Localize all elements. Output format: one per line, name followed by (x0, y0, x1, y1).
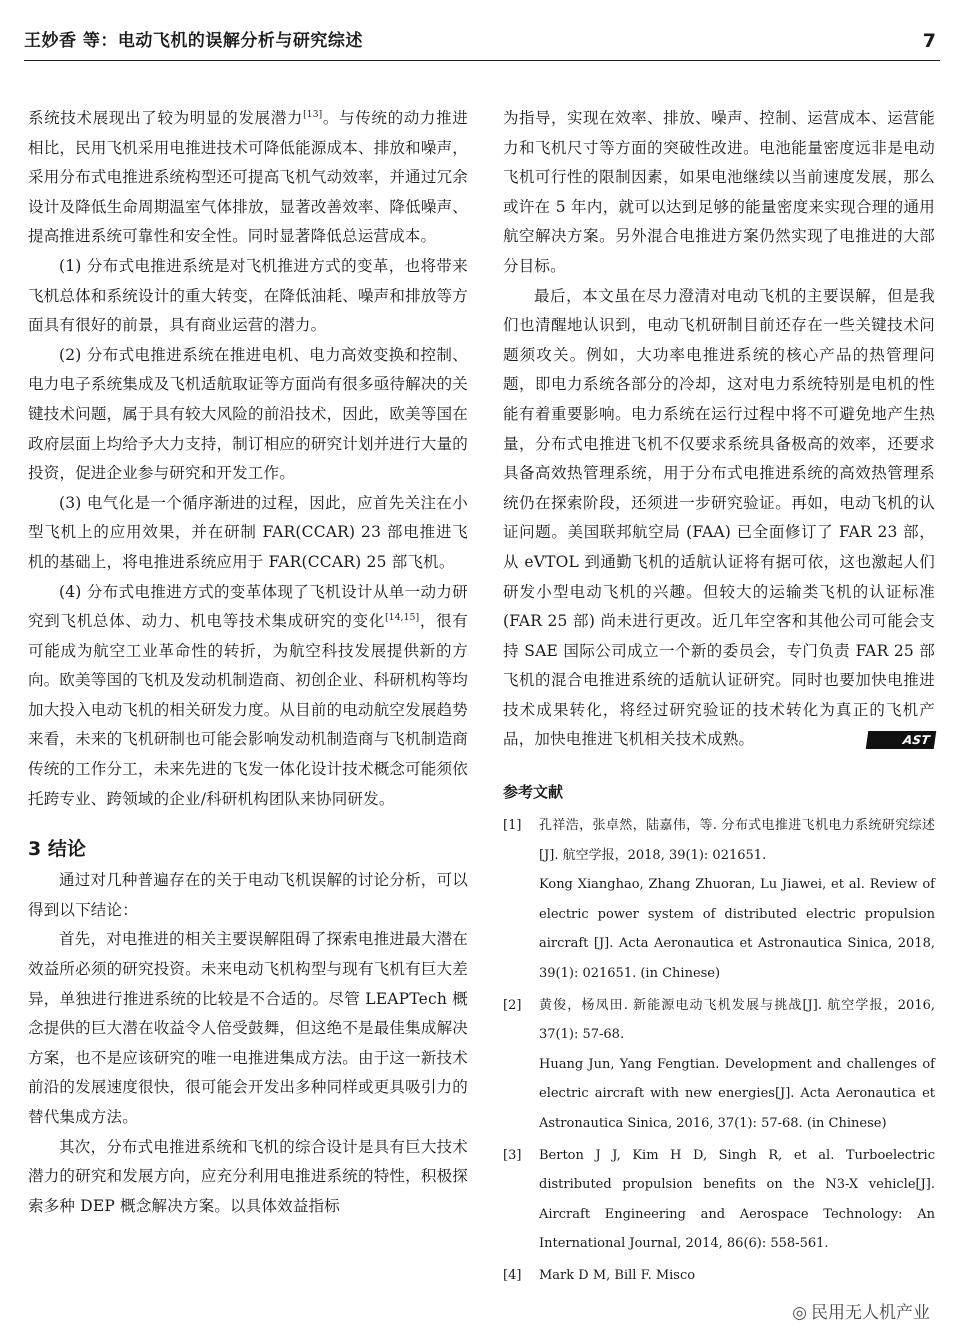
running-header (24, 28, 940, 61)
reference-body (539, 1141, 935, 1259)
page-number: 7 (922, 30, 936, 52)
paragraph: (3) 电气化是一个循序渐进的过程，因此，应首先关注在小型飞机上的应用效果，并在研制 FAR(CCAR) 23 部电推进飞机的基础上，将电推进系统应用于 FAR(CCAR) 25 部飞机。 (28, 493, 468, 571)
paragraph: (1) 分布式电推进系统是对飞机推进方式的变革，也将带来飞机总体和系统设计的重大转变，在降低油耗、噪声和排放等方面具有很好的前景，具有商业运营的潜力。 (28, 256, 468, 335)
wechat-icon: ◎ (792, 1303, 807, 1323)
reference-text: Huang Jun, Yang Fengtian. Development and challenges of electric aircraft with new energies[J]. Acta Aeronautica et Astronautica Sinica, 2016, 37(1): 57-68. (in Chinese) (539, 1056, 935, 1131)
header-title: 王妙香 等：电动飞机的误解分析与研究综述 (24, 31, 363, 51)
journal-logo: AST (866, 731, 936, 749)
citation: [13] (303, 109, 323, 120)
paragraph-text: 。与传统的动力推进相比，民用飞机采用电推进技术可降低能源成本、排放和噪声，采用分布式电推进系统构型还可提高飞机气动效率，并通过冗余设计及降低生命周期温室气体排放，显著改善效率、降低噪声、提高推进系统可靠性和安全性。同时显著降低总运营成本。 (28, 109, 468, 246)
reference-body (539, 811, 935, 989)
paragraph: (2) 分布式电推进系统在推进电机、电力高效变换和控制、电力电子系统集成及飞机适航取证等方面尚有很多亟待解决的关键技术问题，属于具有较大风险的前沿技术，因此，欧美等国在政府层面上均给予大力支持，制订相应的研究计划并进行大量的投资，促进企业参与研究和开发工作。 (28, 345, 468, 483)
paragraph (28, 104, 468, 252)
reference-number: [3] (503, 1147, 522, 1163)
watermark-text: 民用无人机产业 (811, 1303, 930, 1323)
reference-number: [2] (503, 997, 522, 1013)
references-heading: 参考文献 (503, 783, 564, 802)
paragraph: 通过对几种普遍存在的关于电动飞机误解的讨论分析，可以得到以下结论： (28, 871, 468, 919)
paragraph-text: 最后，本文虽在尽力澄清对电动飞机的主要误解，但是我们也清醒地认识到，电动飞机研制目前还存在一些关键技术问题须攻关。例如，大功率电推进系统的核心产品的热管理问题，即电力系统各部分的冷却，这对电力系统特别是电机的性能有着重要影响。电力系统在运行过程中将不可避免地产生热量，分布式电推进飞机不仅要求系统具备极高的效率，还要求具备高效热管理系统，用于分布式电推进系统的高效热管理系统仍在探索阶段，还须进一步研究验证。再如，电动飞机的认证问题。美国联邦航空局 (FAA) 已全面修订了 FAR 23 部，从 eVTOL 到通勤飞机的适航认证将有据可依，这也激起人们研发小型电动飞机的兴趣。但较大的运输类飞机的认证标准 (FAR 25 部) 尚未进行更改。近几年空客和其他公司可能会支持 SAE 国际公司成立一个新的委员会，专门负责 FAR 25 部飞机的混合电推进系统的适航认证研究。同时也要加快电推进技术成果转化，将经过研究验证的技术转化为真正的飞机产品，加快电推进飞机相关技术成熟。 (503, 286, 935, 749)
watermark (786, 1298, 936, 1323)
reference-item (503, 1141, 935, 1259)
paragraph (503, 282, 935, 756)
paragraph-text: (4) 分布式电推进方式的变革体现了飞机设计从单一动力研究到飞机总体、动力、机电等技术集成研究的变化 (28, 582, 468, 631)
paragraph: 其次，分布式电推进系统和飞机的综合设计是具有巨大技术潜力的研究和发展方向，应充分利用电推进系统的特性，积极探索多种 DEP 概念解决方案。以具体效益指标 (28, 1137, 468, 1215)
reference-number: [4] (503, 1267, 522, 1283)
left-column (28, 104, 468, 1221)
right-column (503, 104, 935, 1293)
reference-text: 黄俊，杨凤田. 新能源电动飞机发展与挑战[J]. 航空学报，2016, 37(1): 57-68. (539, 997, 935, 1043)
paragraph: 首先，对电推进的相关主要误解阻碍了探索电推进最大潜在效益所必须的研究投资。未来电动飞机构型与现有飞机有巨大差异，单独进行推进系统的比较是不合适的。尽管 LEAPTech 概念提供的巨大潜在收益令人倍受鼓舞，但这绝不是最佳集成解决方案，也不是应该研究的唯一电推进集成方法。由于这一新技术前沿的发展速度很快，很可能会开发出多种同样或更具吸引力的替代集成方法。 (28, 930, 468, 1126)
paragraph-text: 系统技术展现出了较为明显的发展潜力 (28, 109, 304, 127)
paragraph-text: ，很有可能成为航空工业革命性的转折，为航空科技发展提供新的方向。欧美等国的飞机及发动机制造商、初创企业、科研机构等均加大投入电动飞机的相关研发力度。从目前的电动航空发展趋势来看，未来的飞机研制也可能会影响发动机制造商与飞机制造商传统的工作分工，未来先进的飞发一体化设计技术概念可能须依托跨专业、跨领域的企业/科研机构团队来协同研发。 (28, 612, 468, 808)
reference-item (503, 1261, 935, 1291)
reference-number: [1] (503, 818, 522, 834)
reference-body (539, 991, 935, 1139)
reference-body (539, 1261, 935, 1291)
reference-item (503, 811, 935, 989)
paragraph (28, 578, 468, 815)
paragraph: 为指导，实现在效率、排放、噪声、控制、运营成本、运营能力和飞机尺寸等方面的突破性改进。电池能量密度远非是电动飞机可行性的限制因素，如果电池继续以当前速度发展，那么或许在 5 年内，就可以达到足够的能量密度来实现合理的通用航空解决方案。另外混合电推进方案仍然实现了电推进的大部分目标。 (503, 109, 935, 275)
reference-text: Berton J J, Kim H D, Singh R, et al. Turboelectric distributed propulsion benefits on the N3-X vehicle[J]. Aircraft Engineering and Aerospace Technology: An International Journal, 2014, 86(6): 558-561. (539, 1147, 935, 1252)
citation: [14,15] (385, 612, 420, 623)
section-heading: 3 结论 (28, 838, 86, 861)
reference-text: Mark D M, Bill F. Misco (539, 1267, 696, 1283)
reference-text: Kong Xianghao, Zhang Zhuoran, Lu Jiawei, et al. Review of electric power system of distributed electric propulsion aircraft [J]. Acta Aeronautica et Astronautica Sinica, 2018, 39(1): 021651. (in Chinese) (539, 877, 935, 982)
reference-item (503, 991, 935, 1139)
reference-text: 孔祥浩，张卓然，陆嘉伟，等. 分布式电推进飞机电力系统研究综述[J]. 航空学报，2018, 39(1): 021651. (539, 818, 935, 863)
reference-list (503, 811, 935, 1291)
